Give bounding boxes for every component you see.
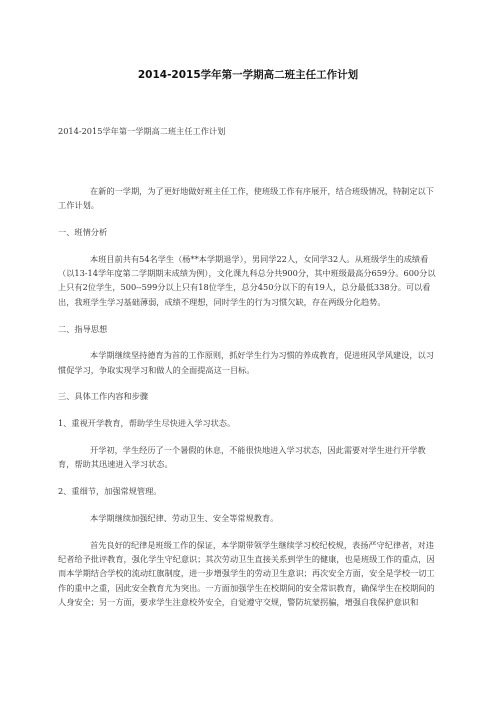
document-body xyxy=(58,184,440,622)
section-heading-guiding-ideas: 二、指导思想 xyxy=(58,323,108,334)
routine-management-paragraph: 本学期继续加强纪律、劳动卫生、安全等常规教育。 xyxy=(90,512,279,523)
opening-education-paragraph: 开学初，学生经历了一个暑假的休息，不能很快地进入学习状态，因此需要对学生进行开学教育，帮助其迅速进入学习状态。 xyxy=(58,445,426,470)
guiding-ideas-paragraph: 本学期继续坚持德育为首的工作原则，抓好学生行为习惯的养成教育，促进班风学风建设，以习惯促学习，争取实现学习和做人的全面提高这一目标。 xyxy=(58,350,434,375)
subsection-heading-opening-education: 1、重视开学教育，帮助学生尽快进入学习状态。 xyxy=(58,418,236,429)
intro-paragraph: 在新的一学期，为了更好地做好班主任工作，使班级工作有序展开，结合班级情况，特制定以下工作计划。 xyxy=(58,186,434,211)
section-heading-work-content: 三、具体工作内容和步骤 xyxy=(58,391,149,402)
class-analysis-paragraph: 本班目前共有54名学生（杨**本学期退学），男同学22人，女同学32人。从班级学生的成绩看（以13-14学年度第二学期期末成绩为例），文化课九科总分共900分，其中班级最高分659分。600分以上只有2位学生，500--599分以上只有18位学生，总分450分以下的有19人，总分最低338分。可以看出，我班学生学习基础薄弱，成绩不理想，同时学生的行为习惯欠缺，存在两级分化趋势。 xyxy=(58,253,436,307)
section-heading-class-analysis: 一、班情分析 xyxy=(58,227,108,238)
document-subtitle: 2014-2015学年第一学期高二班主任工作计划 xyxy=(58,126,226,136)
document-title: 2014-2015学年第一学期高二班主任工作计划 xyxy=(137,69,359,81)
subsection-heading-routine-management: 2、重细节，加强常规管理。 xyxy=(58,486,162,497)
discipline-hygiene-safety-paragraph: 首先良好的纪律是班级工作的保证，本学期带领学生继续学习校纪校规，表扬严守纪律者，对违纪者给予批评教育，强化学生守纪意识；其次劳动卫生直接关系到学生的健康，也是班级工作的重点，因而本学期结合学校的流动红旗制度，进一步增强学生的劳动卫生意识；再次安全方面，安全是学校一切工作的重中之重，因此安全教育尤为突出。一方面加强学生在校期间的安全常识教育，确保学生在校期间的人身安全；另一方面，要求学生注意校外安全，自觉遵守交规，警防坑蒙拐骗，增强自我保护意识和 xyxy=(58,539,435,607)
